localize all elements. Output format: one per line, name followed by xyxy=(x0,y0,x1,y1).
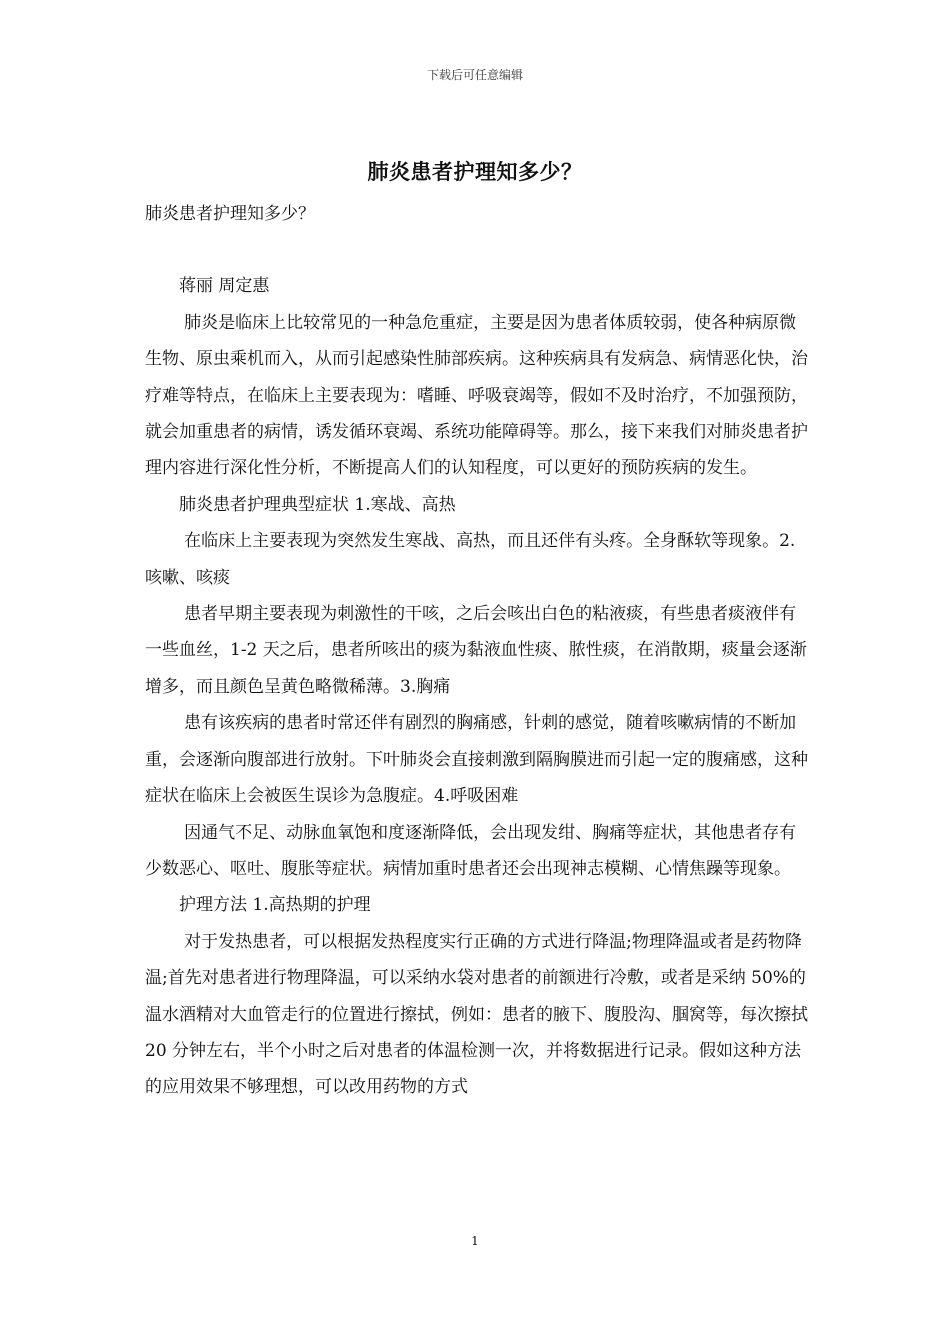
paragraph-cough: 患者早期主要表现为刺激性的干咳，之后会咳出白色的粘液痰，有些患者痰液伴有一些血丝，1-2 天之后，患者所咳出的痰为黏液血性痰、脓性痰，在消散期，痰量会逐渐增多，而且颜色呈黄色略微稀薄。3.胸痛 xyxy=(145,604,807,697)
document-subtitle: 肺炎患者护理知多少？ xyxy=(145,204,315,224)
section-heading-symptoms: 肺炎患者护理典型症状 1.寒战、高热 xyxy=(179,494,456,515)
paragraph-chills-fever: 在临床上主要表现为突然发生寒战、高热，而且还伴有头疼。全身酥软等现象。2.咳嗽、咳痰 xyxy=(145,531,796,588)
page-number: 1 xyxy=(471,1234,479,1248)
page-header: 下载后可任意编辑 xyxy=(426,68,523,82)
section-heading-nursing: 护理方法 1.高热期的护理 xyxy=(179,895,371,916)
paragraph-fever-care: 对于发热患者，可以根据发热程度实行正确的方式进行降温;物理降温或者是药物降温;首先对患者进行物理降温，可以采纳水袋对患者的前额进行冷敷，或者是采纳 50%的温水酒精对大血管走行的位置进行擦拭，例如：患者的腋下、腹股沟、腘窝等，每次擦拭 20 分钟左右，半个小时之后对患者的体温检测一次，并将数据进行记录。假如这种方法的应用效果不够理想，可以改用药物的方式 xyxy=(145,931,808,1098)
document-body xyxy=(145,196,810,1106)
paragraph-dyspnea: 因通气不足、动脉血氧饱和度逐渐降低，会出现发绀、胸痛等症状，其他患者存有少数恶心、呕吐、腹胀等症状。病情加重时患者还会出现神志模糊、心情焦躁等现象。 xyxy=(145,822,797,879)
paragraph-intro: 肺炎是临床上比较常见的一种急危重症，主要是因为患者体质较弱，使各种病原微生物、原虫乘机而入，从而引起感染性肺部疾病。这种疾病具有发病急、病情恶化快，治疗难等特点，在临床上主要表现为：嗜睡、呼吸衰竭等，假如不及时治疗，不加强预防，就会加重患者的病情，诱发循环衰竭、系统功能障碍等。那么，接下来我们对肺炎患者护理内容进行深化性分析，不断提高人们的认知程度，可以更好的预防疾病的发生。 xyxy=(145,312,808,479)
author-line: 蒋丽 周定惠 xyxy=(179,276,270,297)
paragraph-chest-pain: 患有该疾病的患者时常还伴有剧烈的胸痛感，针刺的感觉，随着咳嗽病情的不断加重，会逐渐向腹部进行放射。下叶肺炎会直接刺激到隔胸膜进而引起一定的腹痛感，这种症状在临床上会被医生误诊为急腹症。4.呼吸困难 xyxy=(145,713,808,807)
document-title: 肺炎患者护理知多少？ xyxy=(367,159,583,184)
